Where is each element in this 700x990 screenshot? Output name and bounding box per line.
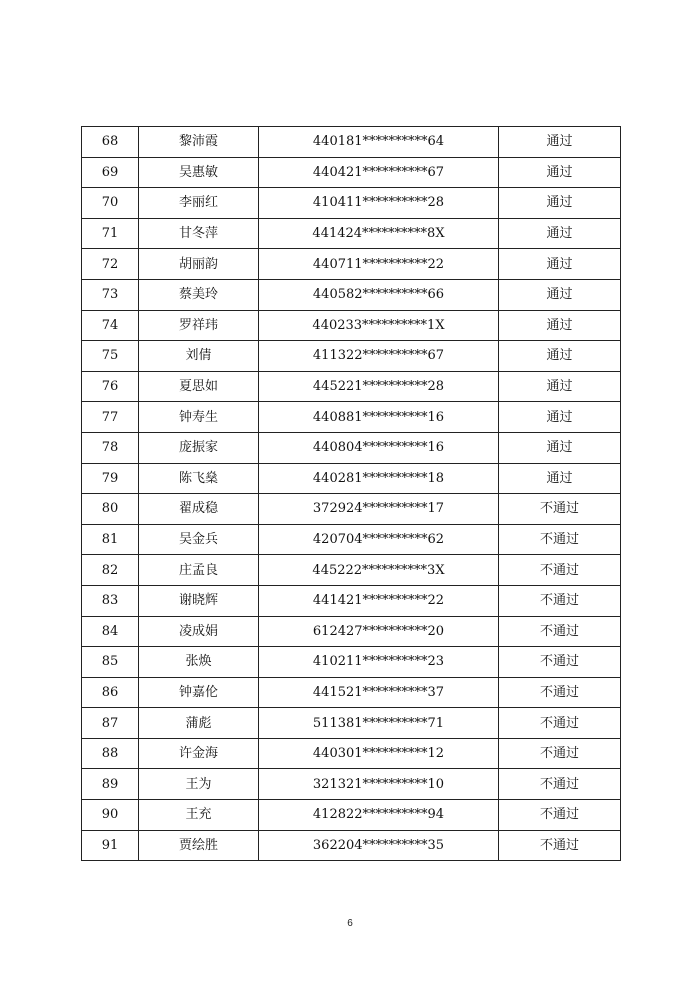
row-number-cell: 77	[82, 402, 139, 433]
name-cell: 钟寿生	[139, 402, 259, 433]
name-cell: 李丽红	[139, 188, 259, 219]
name-cell: 蒲彪	[139, 708, 259, 739]
name-cell: 吴金兵	[139, 524, 259, 555]
result-cell: 不通过	[499, 647, 621, 678]
result-cell: 不通过	[499, 524, 621, 555]
row-number-cell: 74	[82, 310, 139, 341]
name-cell: 夏思如	[139, 371, 259, 402]
row-number-cell: 71	[82, 218, 139, 249]
id-number-cell: 412822**********94	[259, 800, 499, 831]
table-row	[82, 279, 621, 310]
row-number-cell: 73	[82, 279, 139, 310]
id-number-cell: 372924**********17	[259, 494, 499, 525]
table-row	[82, 249, 621, 280]
id-number-cell: 362204**********35	[259, 830, 499, 861]
row-number-cell: 81	[82, 524, 139, 555]
id-number-cell: 440881**********16	[259, 402, 499, 433]
name-cell: 庄孟良	[139, 555, 259, 586]
table-row	[82, 494, 621, 525]
row-number-cell: 88	[82, 738, 139, 769]
table-row	[82, 585, 621, 616]
row-number-cell: 87	[82, 708, 139, 739]
result-cell: 不通过	[499, 830, 621, 861]
result-cell: 不通过	[499, 494, 621, 525]
result-cell: 通过	[499, 127, 621, 158]
result-cell: 通过	[499, 402, 621, 433]
name-cell: 胡丽韵	[139, 249, 259, 280]
row-number-cell: 75	[82, 341, 139, 372]
table-row	[82, 127, 621, 158]
name-cell: 贾绘胜	[139, 830, 259, 861]
id-number-cell: 321321**********10	[259, 769, 499, 800]
result-cell: 通过	[499, 218, 621, 249]
table-row	[82, 677, 621, 708]
id-number-cell: 410411**********28	[259, 188, 499, 219]
table-row	[82, 371, 621, 402]
result-cell: 通过	[499, 463, 621, 494]
name-cell: 庞振家	[139, 432, 259, 463]
row-number-cell: 85	[82, 647, 139, 678]
result-cell: 不通过	[499, 585, 621, 616]
table-row	[82, 218, 621, 249]
table-row	[82, 341, 621, 372]
results-table	[81, 126, 621, 861]
row-number-cell: 83	[82, 585, 139, 616]
result-cell: 不通过	[499, 555, 621, 586]
id-number-cell: 440804**********16	[259, 432, 499, 463]
id-number-cell: 511381**********71	[259, 708, 499, 739]
id-number-cell: 441521**********37	[259, 677, 499, 708]
row-number-cell: 90	[82, 800, 139, 831]
result-cell: 不通过	[499, 800, 621, 831]
result-cell: 不通过	[499, 708, 621, 739]
result-cell: 不通过	[499, 677, 621, 708]
table-row	[82, 310, 621, 341]
id-number-cell: 420704**********62	[259, 524, 499, 555]
row-number-cell: 69	[82, 157, 139, 188]
table-row	[82, 432, 621, 463]
name-cell: 陈飞燊	[139, 463, 259, 494]
page-number: 6	[347, 918, 353, 929]
id-number-cell: 440281**********18	[259, 463, 499, 494]
name-cell: 蔡美玲	[139, 279, 259, 310]
row-number-cell: 78	[82, 432, 139, 463]
row-number-cell: 84	[82, 616, 139, 647]
name-cell: 王为	[139, 769, 259, 800]
row-number-cell: 89	[82, 769, 139, 800]
result-cell: 通过	[499, 188, 621, 219]
row-number-cell: 80	[82, 494, 139, 525]
row-number-cell: 70	[82, 188, 139, 219]
table-row	[82, 524, 621, 555]
row-number-cell: 79	[82, 463, 139, 494]
name-cell: 刘倩	[139, 341, 259, 372]
result-cell: 通过	[499, 310, 621, 341]
result-cell: 通过	[499, 249, 621, 280]
result-cell: 通过	[499, 279, 621, 310]
name-cell: 凌成娟	[139, 616, 259, 647]
name-cell: 翟成稳	[139, 494, 259, 525]
table-row	[82, 769, 621, 800]
result-cell: 不通过	[499, 616, 621, 647]
name-cell: 罗祥玮	[139, 310, 259, 341]
table-row	[82, 616, 621, 647]
table-row	[82, 708, 621, 739]
table-row	[82, 463, 621, 494]
id-number-cell: 441421**********22	[259, 585, 499, 616]
table-row	[82, 157, 621, 188]
row-number-cell: 91	[82, 830, 139, 861]
result-cell: 不通过	[499, 738, 621, 769]
id-number-cell: 445222**********3X	[259, 555, 499, 586]
table-row	[82, 647, 621, 678]
results-table-body	[82, 127, 621, 861]
name-cell: 甘冬萍	[139, 218, 259, 249]
name-cell: 黎沛霞	[139, 127, 259, 158]
name-cell: 王充	[139, 800, 259, 831]
id-number-cell: 612427**********20	[259, 616, 499, 647]
result-cell: 通过	[499, 432, 621, 463]
row-number-cell: 86	[82, 677, 139, 708]
row-number-cell: 82	[82, 555, 139, 586]
name-cell: 张焕	[139, 647, 259, 678]
name-cell: 谢晓辉	[139, 585, 259, 616]
row-number-cell: 68	[82, 127, 139, 158]
name-cell: 许金海	[139, 738, 259, 769]
id-number-cell: 410211**********23	[259, 647, 499, 678]
table-row	[82, 830, 621, 861]
result-cell: 不通过	[499, 769, 621, 800]
id-number-cell: 441424**********8X	[259, 218, 499, 249]
id-number-cell: 445221**********28	[259, 371, 499, 402]
id-number-cell: 440301**********12	[259, 738, 499, 769]
table-row	[82, 555, 621, 586]
result-cell: 通过	[499, 341, 621, 372]
id-number-cell: 440181**********64	[259, 127, 499, 158]
result-cell: 通过	[499, 157, 621, 188]
table-row	[82, 800, 621, 831]
id-number-cell: 440711**********22	[259, 249, 499, 280]
table-row	[82, 402, 621, 433]
table-row	[82, 188, 621, 219]
table-row	[82, 738, 621, 769]
result-cell: 通过	[499, 371, 621, 402]
id-number-cell: 440582**********66	[259, 279, 499, 310]
row-number-cell: 76	[82, 371, 139, 402]
id-number-cell: 440421**********67	[259, 157, 499, 188]
id-number-cell: 440233**********1X	[259, 310, 499, 341]
id-number-cell: 411322**********67	[259, 341, 499, 372]
name-cell: 钟嘉伦	[139, 677, 259, 708]
row-number-cell: 72	[82, 249, 139, 280]
name-cell: 吴惠敏	[139, 157, 259, 188]
